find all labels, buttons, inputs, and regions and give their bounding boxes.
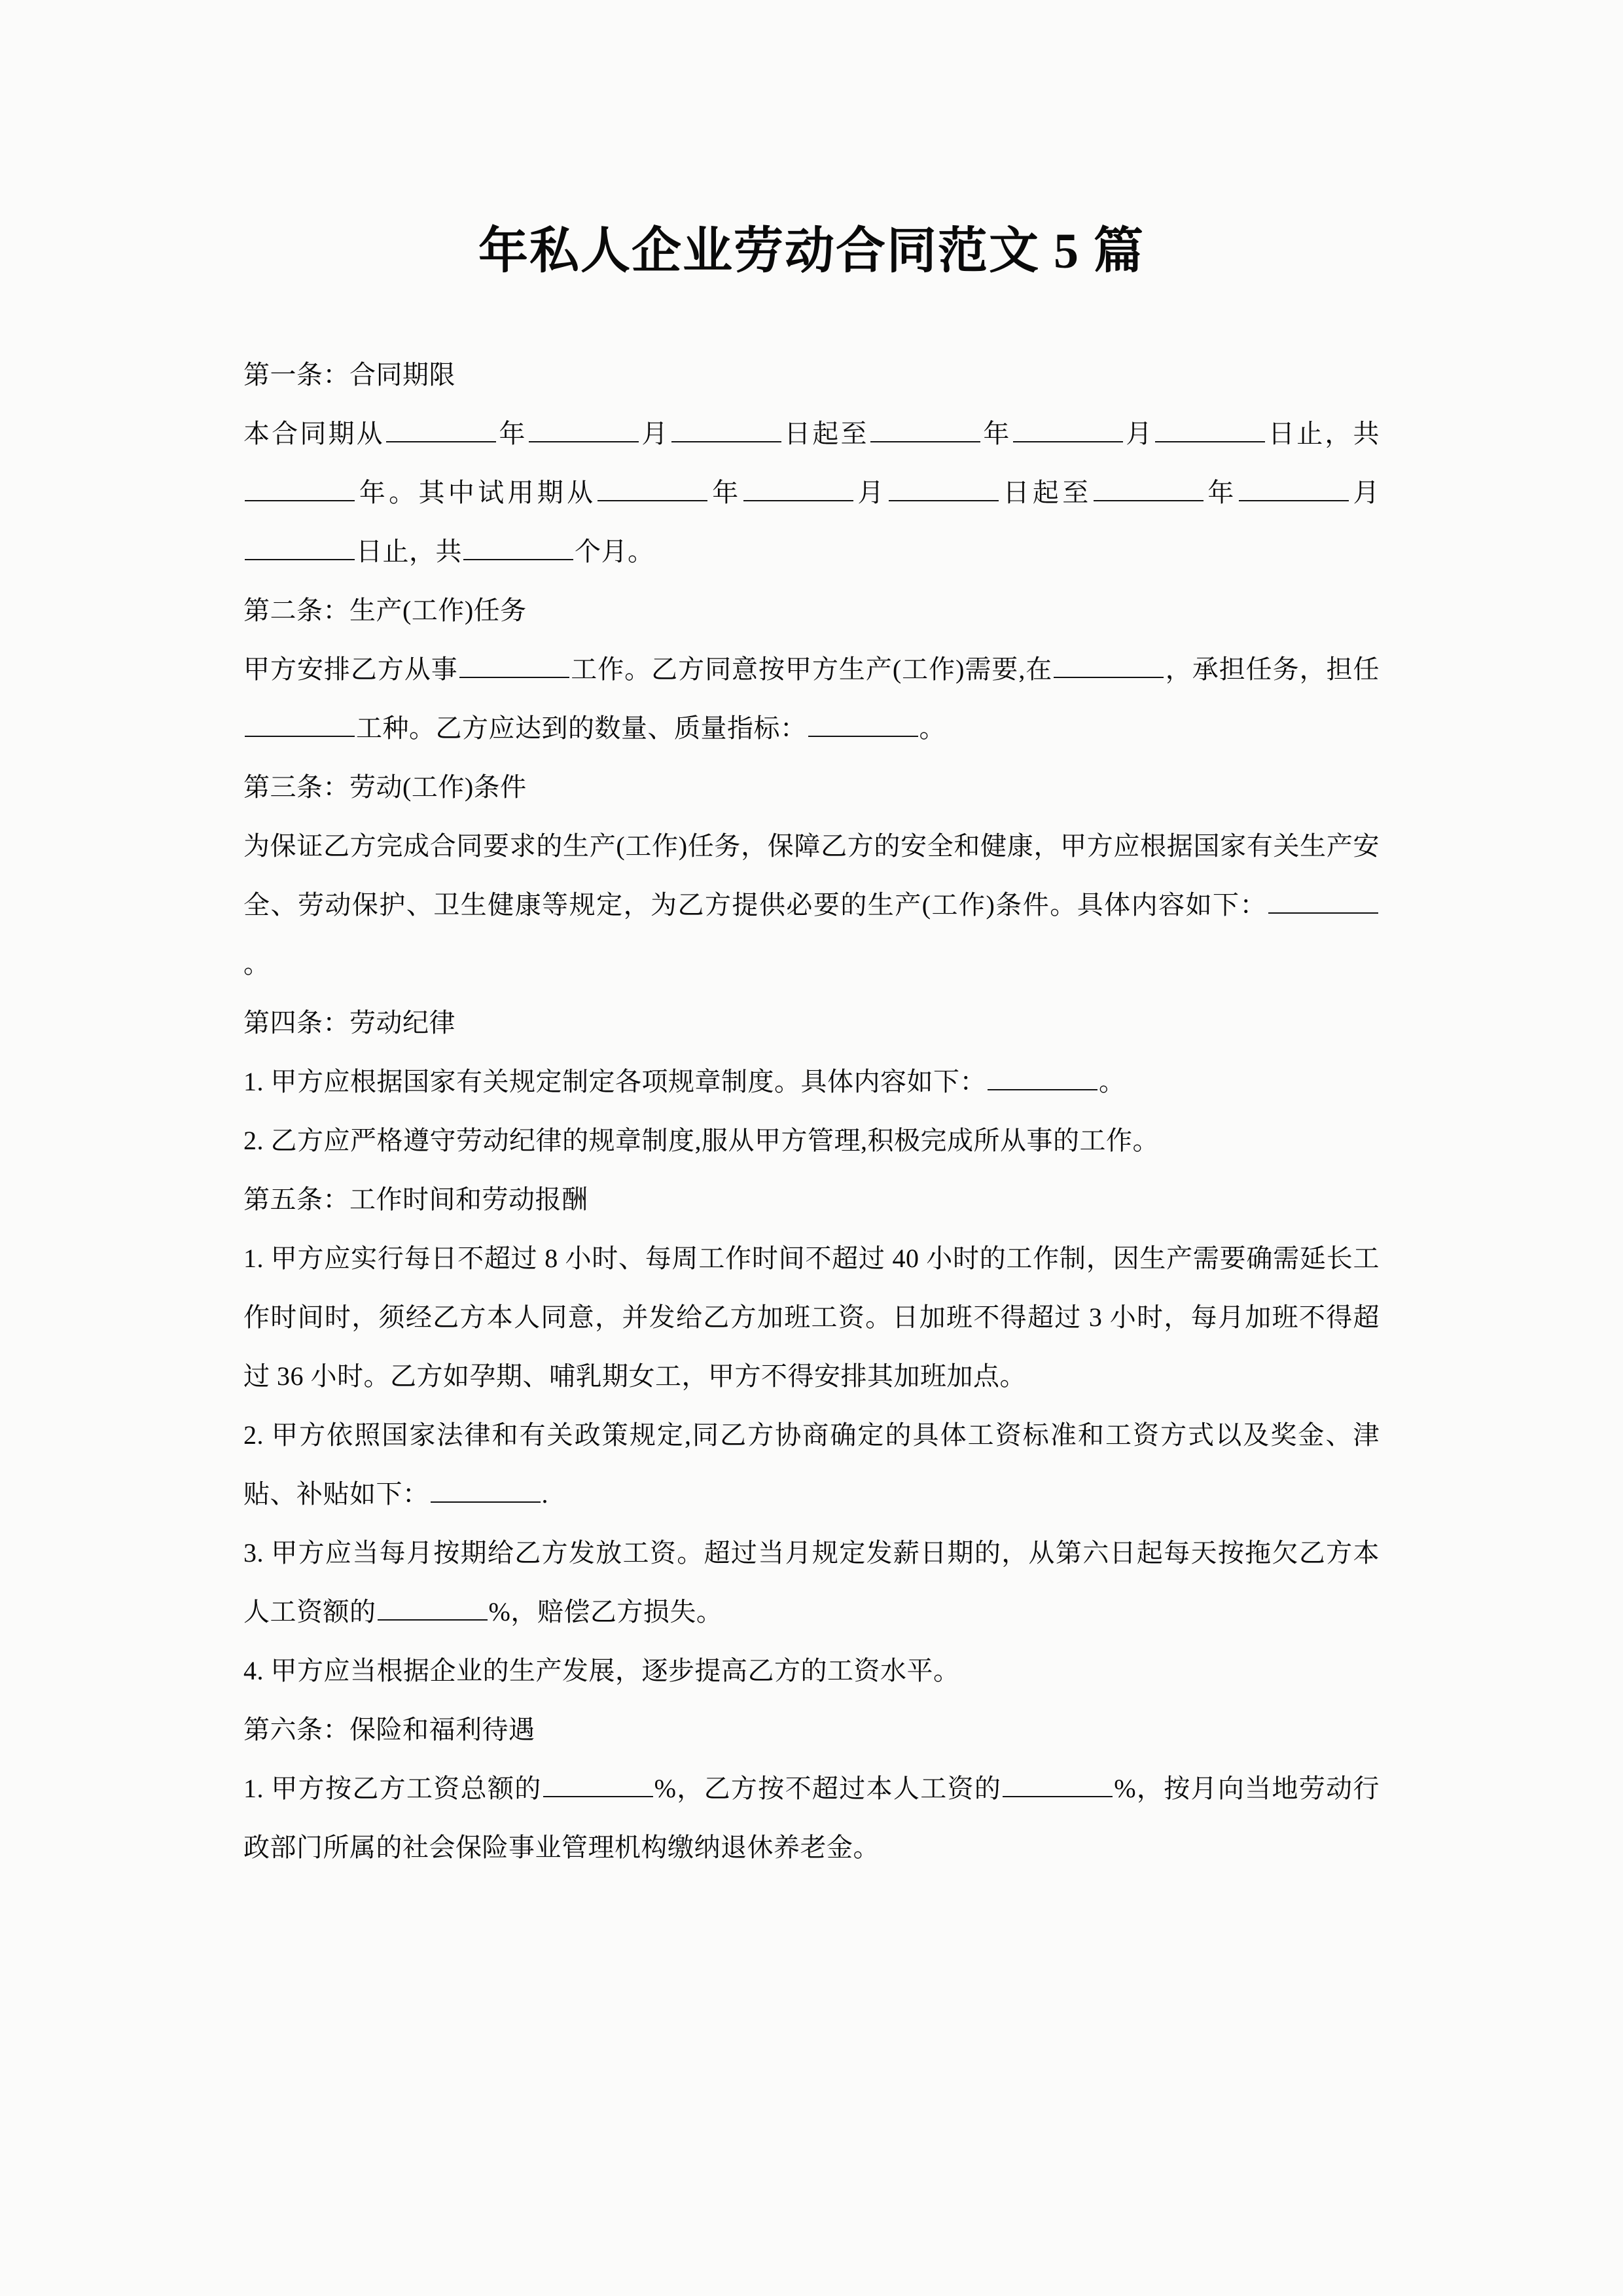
- section-paragraph: [243, 1641, 1380, 1700]
- fill-in-blank[interactable]: [378, 1593, 488, 1621]
- fill-in-blank[interactable]: [743, 474, 853, 501]
- fill-in-blank[interactable]: [245, 474, 355, 501]
- paragraph-text: 日起至: [782, 419, 869, 448]
- fill-in-blank[interactable]: [870, 415, 980, 442]
- paragraph-text: 2. 甲方依照国家法律和有关政策规定,同乙方协商确定的具体工资标准和工资方式以及奖金、津贴、补贴如下：: [243, 1420, 1380, 1509]
- paragraph-text: 为保证乙方完成合同要求的生产(工作)任务，保障乙方的安全和健康，甲方应根据国家有关生产安全、劳动保护、卫生健康等规定，为乙方提供必要的生产(工作)条件。具体内容如下：: [243, 831, 1380, 920]
- fill-in-blank[interactable]: [889, 474, 999, 501]
- paragraph-text: 本合同期从: [243, 419, 385, 448]
- paragraph-text: 工作。乙方同意按甲方生产(工作)需要,在: [570, 655, 1053, 684]
- paragraph-text: 年。其中试用期从: [356, 478, 597, 507]
- section-heading: 第五条：工作时间和劳动报酬: [243, 1185, 588, 1214]
- paragraph-text: 1. 甲方应根据国家有关规定制定各项规章制度。具体内容如下：: [243, 1067, 986, 1096]
- section-paragraph: [243, 1229, 1380, 1406]
- section-paragraph: [243, 1111, 1380, 1170]
- document-body: [243, 346, 1380, 1877]
- paragraph-text: 。: [1099, 1067, 1126, 1096]
- fill-in-blank[interactable]: [1003, 1770, 1113, 1797]
- paragraph-text: ，承担任务，担任: [1165, 655, 1380, 684]
- page-title: 年私人企业劳动合同范文 5 篇: [478, 223, 1145, 279]
- paragraph-text: %，赔偿乙方损失。: [488, 1597, 723, 1626]
- paragraph-text: 1. 甲方按乙方工资总额的: [243, 1774, 542, 1803]
- fill-in-blank[interactable]: [543, 1770, 653, 1797]
- fill-in-blank[interactable]: [808, 709, 918, 737]
- section-paragraph: [243, 1524, 1380, 1641]
- paragraph-text: 个月。: [575, 537, 654, 566]
- paragraph-text: 2. 乙方应严格遵守劳动纪律的规章制度,服从甲方管理,积极完成所从事的工作。: [243, 1126, 1159, 1155]
- fill-in-blank[interactable]: [597, 474, 707, 501]
- fill-in-blank[interactable]: [1268, 886, 1378, 914]
- paragraph-text: 月: [1124, 419, 1154, 448]
- fill-in-blank[interactable]: [1013, 415, 1123, 442]
- paragraph-text: 年: [497, 419, 527, 448]
- paragraph-text: 月: [1349, 478, 1380, 507]
- section-paragraph: [243, 817, 1380, 994]
- fill-in-blank[interactable]: [1239, 474, 1349, 501]
- fill-in-blank[interactable]: [386, 415, 496, 442]
- fill-in-blank[interactable]: [459, 651, 569, 678]
- fill-in-blank[interactable]: [1054, 651, 1164, 678]
- fill-in-blank[interactable]: [431, 1475, 541, 1503]
- section-paragraph: [243, 1759, 1380, 1877]
- paragraph-text: 日止，共: [1266, 419, 1380, 448]
- section-heading: 第三条：劳动(工作)条件: [243, 772, 527, 802]
- paragraph-text: 工种。乙方应达到的数量、质量指标：: [356, 713, 807, 743]
- paragraph-text: 。: [243, 949, 270, 978]
- fill-in-blank[interactable]: [1155, 415, 1265, 442]
- paragraph-text: 月: [639, 419, 670, 448]
- section-paragraph: [243, 404, 1380, 581]
- paragraph-text: 年: [1204, 478, 1238, 507]
- fill-in-blank[interactable]: [245, 533, 355, 560]
- paragraph-text: 1. 甲方应实行每日不超过 8 小时、每周工作时间不超过 40 小时的工作制，因生产需要确需延长工作时间时，须经乙方本人同意，并发给乙方加班工资。日加班不得超过 3 小时，每月加班不得超过 36 小时。乙方如孕期、哺乳期女工，甲方不得安排其加班加点。: [243, 1244, 1380, 1391]
- paragraph-text: %，乙方按不超过本人工资的: [654, 1774, 1002, 1803]
- fill-in-blank[interactable]: [988, 1063, 1097, 1090]
- fill-in-blank[interactable]: [463, 533, 573, 560]
- paragraph-text: 日起至: [999, 478, 1092, 507]
- paragraph-text: .: [541, 1479, 548, 1509]
- section-heading: 第六条：保险和福利待遇: [243, 1715, 535, 1744]
- paragraph-text: %，按月向当地劳动行政部门所属的社会保险事业管理机构缴纳退休养老金。: [243, 1774, 1380, 1862]
- paragraph-text: 日止，共: [356, 537, 462, 566]
- section-paragraph: [243, 1406, 1380, 1524]
- section-heading: 第二条：生产(工作)任务: [243, 596, 527, 625]
- section-heading: 第一条：合同期限: [243, 360, 455, 389]
- fill-in-blank[interactable]: [529, 415, 639, 442]
- fill-in-blank[interactable]: [245, 709, 355, 737]
- fill-in-blank[interactable]: [671, 415, 781, 442]
- section-heading: 第四条：劳动纪律: [243, 1008, 455, 1037]
- paragraph-text: 甲方安排乙方从事: [243, 655, 458, 684]
- paragraph-text: 4. 甲方应当根据企业的生产发展，逐步提高乙方的工资水平。: [243, 1656, 960, 1685]
- paragraph-text: 年: [981, 419, 1012, 448]
- paragraph-text: 年: [709, 478, 742, 507]
- section-paragraph: [243, 640, 1380, 758]
- paragraph-text: 3. 甲方应当每月按期给乙方发放工资。超过当月规定发薪日期的，从第六日起每天按拖欠乙方本人工资额的: [243, 1538, 1380, 1626]
- paragraph-text: 月: [854, 478, 887, 507]
- section-paragraph: [243, 1052, 1380, 1111]
- paragraph-text: 。: [919, 713, 946, 743]
- fill-in-blank[interactable]: [1094, 474, 1204, 501]
